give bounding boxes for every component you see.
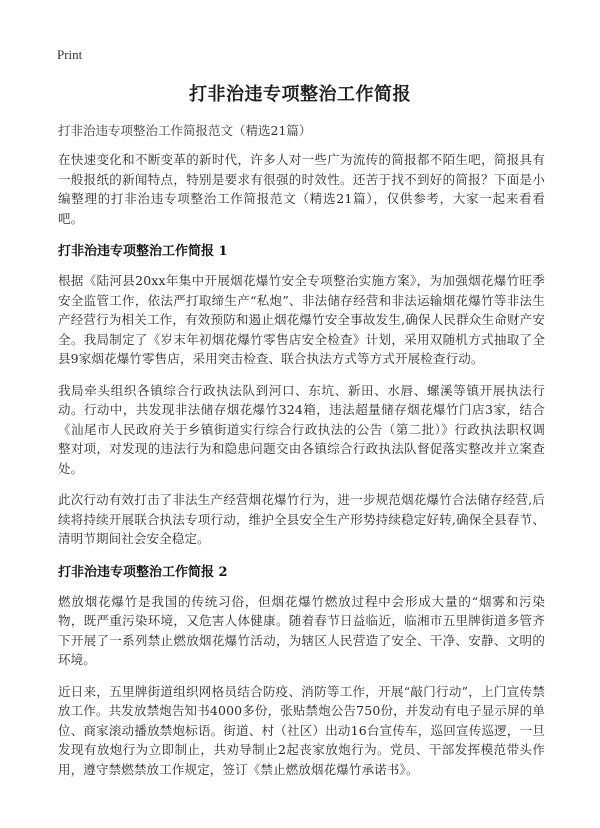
section-paragraph: 近日来，五里牌街道组织网格员结合防疫、消防等工作，开展“敲门行动”，上门宣传禁放工作。共发放禁炮告知书4000多份，张贴禁炮公告750份，并发动有电子显示屏的单位、商家滚动播放禁炮标语。街道、村（社区）出动16台宣传车，巡回宣传巡逻，一旦发现有放炮行为立即制止，共劝导制止2起丧家放炮行为。党员、干部发挥模范带头作用，遵守禁燃禁放工作规定，签订《禁止燃放烟花爆竹承诺书》。: [58, 683, 545, 777]
section-heading: 打非治违专项整治工作简报 1: [58, 244, 228, 259]
intro-paragraph: 在快速变化和不断变革的新时代，许多人对一些广为流传的简报都不陌生吧，简报具有一般报纸的新闻特点，特别是要求有很强的时效性。还苦于找不到好的简报？下面是小编整理的打非治违专项整治工作简报范文（精选21篇），仅供参考，大家一起来看看吧。: [58, 152, 545, 226]
page-title: 打非治违专项整治工作简报: [189, 84, 411, 105]
print-link[interactable]: Print: [57, 47, 83, 62]
section-paragraph: 燃放烟花爆竹是我国的传统习俗，但烟花爆竹燃放过程中会形成大量的“烟雾和污染物，既严重污染环境，又危害人体健康。随着春节日益临近，临湘市五里牌街道多管齐下开展了一系列禁止燃放烟花爆竹活动，为辖区人民营造了安全、干净、安静、文明的环境。: [58, 593, 545, 667]
section-paragraph: 我局牵头组织各镇综合行政执法队到河口、东坑、新田、水唇、螺溪等镇开展执法行动。行动中，共发现非法储存烟花爆竹324箱，违法超量储存烟花爆竹门店3家，结合《汕尾市人民政府关于乡镇街道实行综合行政执法的公告（第二批）》行政执法职权调整对项，对发现的违法行为和隐患问题交由各镇综合行政执法队督促落实整改并立案查处。: [58, 382, 545, 476]
section-heading: 打非治违专项整治工作简报 2: [58, 564, 228, 580]
section-paragraph: 此次行动有效打击了非法生产经营烟花爆竹行为，进一步规范烟花爆竹合法储存经营,后续将持续开展联合执法专项行动，维护全县安全生产形势持续稳定好转,确保全县春节、清明节期间社会安全稳定。: [58, 492, 545, 546]
page-subtitle: 打非治违专项整治工作简报范文（精选21篇）: [58, 123, 312, 138]
article-body: [58, 150, 545, 791]
section-paragraph: 根据《陆河县20xx年集中开展烟花爆竹安全专项整治实施方案》，为加强烟花爆竹旺季安全监管工作，依法严打取缔生产“私炮”、非法储存经营和非法运输烟花爆竹等非法生产经营行为相关工作，有效预防和遏止烟花爆竹安全事故发生,确保人民群众生命财产安全。我局制定了《岁末年初烟花爆竹零售店安全检查》计划，采用双随机方式抽取了全县9家烟花爆竹零售店，采用突击检查、联合执法方式等方式开展检查行动。: [58, 273, 545, 366]
